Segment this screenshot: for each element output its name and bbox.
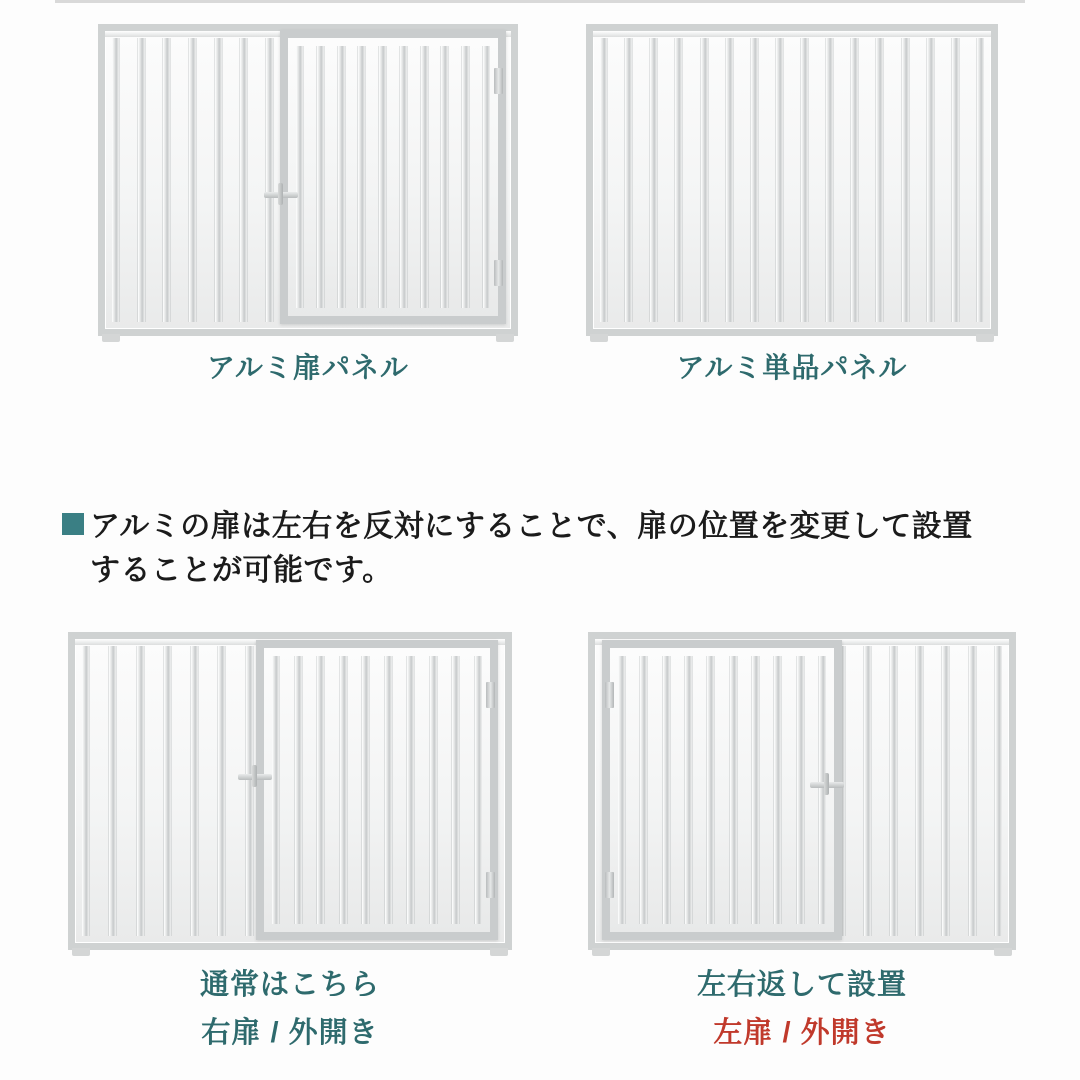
bar xyxy=(600,38,607,322)
bar xyxy=(109,646,116,936)
bar xyxy=(625,38,632,322)
caption-reversed-sub: 左扉 / 外開き xyxy=(713,1017,891,1049)
bar xyxy=(240,38,247,322)
note-block xyxy=(62,505,1022,592)
foot xyxy=(490,948,508,956)
bar xyxy=(215,38,222,322)
bar xyxy=(752,656,759,924)
bar xyxy=(618,656,625,924)
bar xyxy=(726,38,733,322)
bar xyxy=(701,38,708,322)
foot xyxy=(994,948,1012,956)
bar xyxy=(266,38,273,322)
square-marker-icon xyxy=(62,513,84,535)
caption-single-panel: アルミ単品パネル xyxy=(676,352,908,383)
bar xyxy=(797,656,804,924)
figure-door-panel xyxy=(98,24,518,336)
bar xyxy=(969,646,976,936)
hinge-icon xyxy=(605,872,614,898)
bar xyxy=(340,656,347,924)
hinge-icon xyxy=(486,872,495,898)
bar xyxy=(663,656,670,924)
bar xyxy=(191,646,198,936)
bar xyxy=(774,656,781,924)
door-leaf[interactable] xyxy=(256,640,498,940)
bar xyxy=(475,656,482,924)
bar xyxy=(675,38,682,322)
bar xyxy=(916,646,923,936)
bar xyxy=(218,646,225,936)
caption-reversed-main: 左右返して設置 xyxy=(696,969,907,1001)
foot xyxy=(592,948,610,956)
bar xyxy=(685,656,692,924)
bar xyxy=(138,38,145,322)
foot xyxy=(976,334,994,342)
bar xyxy=(430,656,437,924)
bar xyxy=(650,38,657,322)
bar xyxy=(295,656,302,924)
bar xyxy=(246,646,253,936)
hinge-icon xyxy=(494,68,503,94)
bar xyxy=(851,38,858,322)
bar xyxy=(776,38,783,322)
bar xyxy=(317,46,324,308)
figure-normal-orientation xyxy=(68,632,512,950)
bar xyxy=(876,38,883,322)
hinge-icon xyxy=(486,682,495,708)
panel-frame xyxy=(586,24,998,336)
bar xyxy=(163,38,170,322)
bar xyxy=(483,46,490,308)
bar xyxy=(164,646,171,936)
bar xyxy=(338,46,345,308)
bar xyxy=(902,38,909,322)
bar xyxy=(317,656,324,924)
bar xyxy=(462,46,469,308)
bar xyxy=(952,38,959,322)
bar xyxy=(358,46,365,308)
bar xyxy=(977,38,984,322)
bar xyxy=(890,646,897,936)
bar xyxy=(407,656,414,924)
bar xyxy=(362,656,369,924)
bar xyxy=(137,646,144,936)
bar xyxy=(452,656,459,924)
bar xyxy=(640,656,647,924)
caption-normal-main: 通常はこちら xyxy=(199,969,380,1001)
caption-door-panel: アルミ扉パネル xyxy=(207,352,409,383)
bar xyxy=(927,38,934,322)
hinge-icon xyxy=(605,682,614,708)
frame-bars xyxy=(600,38,984,322)
bar xyxy=(385,656,392,924)
bar xyxy=(189,38,196,322)
bar xyxy=(730,656,737,924)
latch-icon[interactable] xyxy=(810,782,844,788)
bar xyxy=(751,38,758,322)
foot xyxy=(590,334,608,342)
bar xyxy=(272,656,279,924)
latch-icon[interactable] xyxy=(238,774,272,780)
foot xyxy=(496,334,514,342)
door-bars xyxy=(296,46,490,308)
bar xyxy=(441,46,448,308)
foot xyxy=(72,948,90,956)
door-bars xyxy=(618,656,826,924)
figure-reversed-orientation xyxy=(588,632,1016,950)
foot xyxy=(102,334,120,342)
door-bars xyxy=(272,656,482,924)
bar xyxy=(864,646,871,936)
figure-single-panel xyxy=(586,24,998,336)
bar xyxy=(421,46,428,308)
top-divider xyxy=(55,0,1025,3)
hinge-icon xyxy=(494,260,503,286)
door-leaf[interactable] xyxy=(602,640,842,940)
caption-normal-sub: 右扉 / 外開き xyxy=(201,1017,379,1049)
bar xyxy=(112,38,119,322)
bar xyxy=(942,646,949,936)
bar xyxy=(995,646,1002,936)
note-line-1: アルミの扉は左右を反対にすることで、扉の位置を変更して設置 xyxy=(90,510,973,543)
bar xyxy=(801,38,808,322)
bar xyxy=(826,38,833,322)
bar xyxy=(379,46,386,308)
bar xyxy=(400,46,407,308)
bar xyxy=(707,656,714,924)
bar xyxy=(82,646,89,936)
note-line-2: することが可能です。 xyxy=(90,553,393,587)
latch-icon[interactable] xyxy=(264,192,298,198)
door-leaf[interactable] xyxy=(280,30,506,324)
bar xyxy=(296,46,303,308)
